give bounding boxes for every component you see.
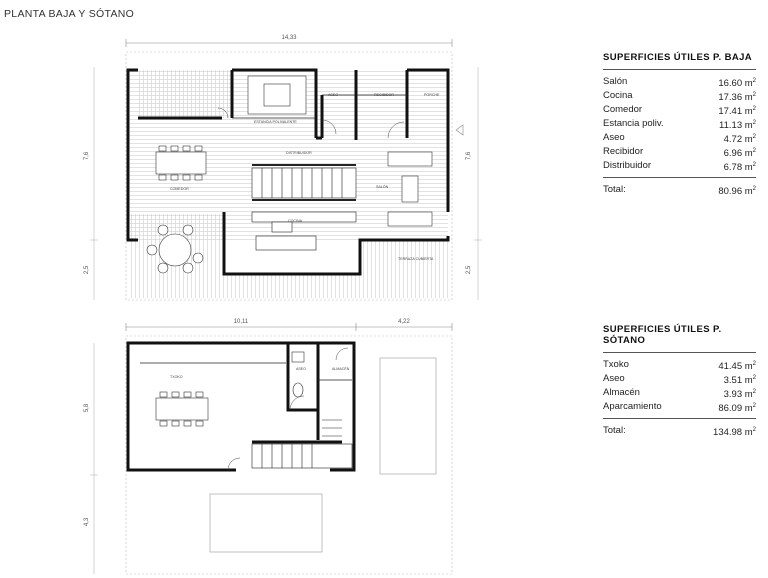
basement-dimension-top <box>126 319 452 331</box>
label-almacen: ALMACÉN <box>332 367 350 371</box>
estancia-decking <box>138 70 228 118</box>
total-label: Total: <box>603 183 626 195</box>
label-porche: PORCHE <box>424 93 440 97</box>
room-area: 6.96 $m^2$ <box>723 147 756 159</box>
basement-aseo-fixtures <box>292 352 304 397</box>
room-area: 3.51 $m^2$ <box>723 374 756 387</box>
table-basement <box>603 324 756 439</box>
label-cocina: COCINA <box>288 219 302 223</box>
label-salon: SALÓN <box>376 185 389 189</box>
room-area: 17.36 $m^2$ <box>718 91 756 104</box>
table-row <box>603 160 756 174</box>
total-value: 134.98 $m^2$ <box>713 426 756 438</box>
parking-spot-right <box>380 358 436 474</box>
room-area: 6.78 $m^2$ <box>723 161 756 173</box>
basement-dimension-left <box>84 343 98 574</box>
dim-width-label: 14,33 <box>281 35 297 41</box>
room-area: 4.72 $m^2$ <box>723 133 756 145</box>
table-row <box>603 359 756 373</box>
label-txoko: TXOKO <box>170 375 183 379</box>
dim-width-left-label: 10,11 <box>233 319 249 325</box>
room-area: 86.09 $m^2$ <box>718 402 756 415</box>
room-name: Cocina <box>603 89 633 101</box>
label-recibidor: RECIBIDOR <box>374 93 394 97</box>
label-basement-aseo: ASEO <box>296 367 306 371</box>
table-ground-floor <box>603 52 756 198</box>
table-row <box>603 387 756 401</box>
label-estancia: ESTANCIA POLIVALENTE <box>254 120 297 124</box>
room-name: Txoko <box>603 359 629 370</box>
table-ground-floor-total <box>603 178 756 198</box>
txoko-table <box>156 392 208 426</box>
table-row <box>603 104 756 118</box>
total-value: 80.96 $m^2$ <box>718 185 756 197</box>
table-ground-floor-title: SUPERFICIES ÚTILES P. BAJA <box>603 52 756 70</box>
ground-floor-plan <box>84 35 482 300</box>
parking-spot-bottom <box>210 494 322 552</box>
entrance-arrow <box>456 125 463 135</box>
dimension-left <box>84 67 98 300</box>
room-name: Comedor <box>603 103 643 115</box>
table-row <box>603 90 756 104</box>
label-distribuidor: DISTRIBUIDOR <box>286 151 312 155</box>
dimension-top <box>126 35 452 47</box>
table-basement-rows <box>603 353 756 419</box>
room-name: Aseo <box>603 131 625 143</box>
table-row <box>603 132 756 146</box>
basement-stairs <box>252 420 352 468</box>
label-aseo: ASEO <box>328 93 338 97</box>
page-title: PLANTA BAJA Y SÓTANO <box>4 8 135 20</box>
dim-width-right-label: 4,22 <box>398 319 410 325</box>
table-row <box>603 401 756 415</box>
room-area: 17.41 $m^2$ <box>718 105 756 118</box>
room-name: Recibidor <box>603 145 644 157</box>
dim-height-main-left: 7,6 <box>84 151 90 161</box>
room-name: Almacén <box>603 386 640 398</box>
dimension-right <box>466 67 482 300</box>
total-label: Total: <box>603 424 626 436</box>
room-area: 41.45 $m^2$ <box>718 361 756 373</box>
room-name: Aseo <box>603 372 625 384</box>
table-row <box>603 373 756 387</box>
room-name: Aparcamiento <box>603 400 662 412</box>
room-area: 16.60 $m^2$ <box>718 78 756 90</box>
terrace-decking-bottom <box>220 274 448 298</box>
table-row <box>603 118 756 132</box>
room-name: Distribuidor <box>603 159 652 171</box>
dim-basement-height-main: 5,8 <box>84 403 90 413</box>
dim-basement-height-lower: 4,3 <box>84 517 90 527</box>
ground-stairs <box>252 165 356 200</box>
table-row <box>603 146 756 160</box>
table-basement-title: SUPERFICIES ÚTILES P. SÓTANO <box>603 324 756 353</box>
dim-height-main-right: 7,6 <box>466 151 472 161</box>
basement-plan <box>84 319 452 574</box>
room-area: 11.13 $m^2$ <box>719 119 756 132</box>
table-basement-total <box>603 419 756 439</box>
dim-height-terrace-left: 2,5 <box>84 265 90 275</box>
label-comedor: COMEDOR <box>170 187 189 191</box>
dim-height-terrace-right: 2,5 <box>466 265 472 275</box>
room-name: Estancia poliv. <box>603 117 664 129</box>
table-row <box>603 76 756 90</box>
room-area: 3.93 $m^2$ <box>723 388 756 401</box>
table-ground-floor-rows <box>603 70 756 178</box>
label-terraza: TERRAZA CUBIERTA <box>398 257 434 261</box>
room-name: Salón <box>603 76 628 87</box>
